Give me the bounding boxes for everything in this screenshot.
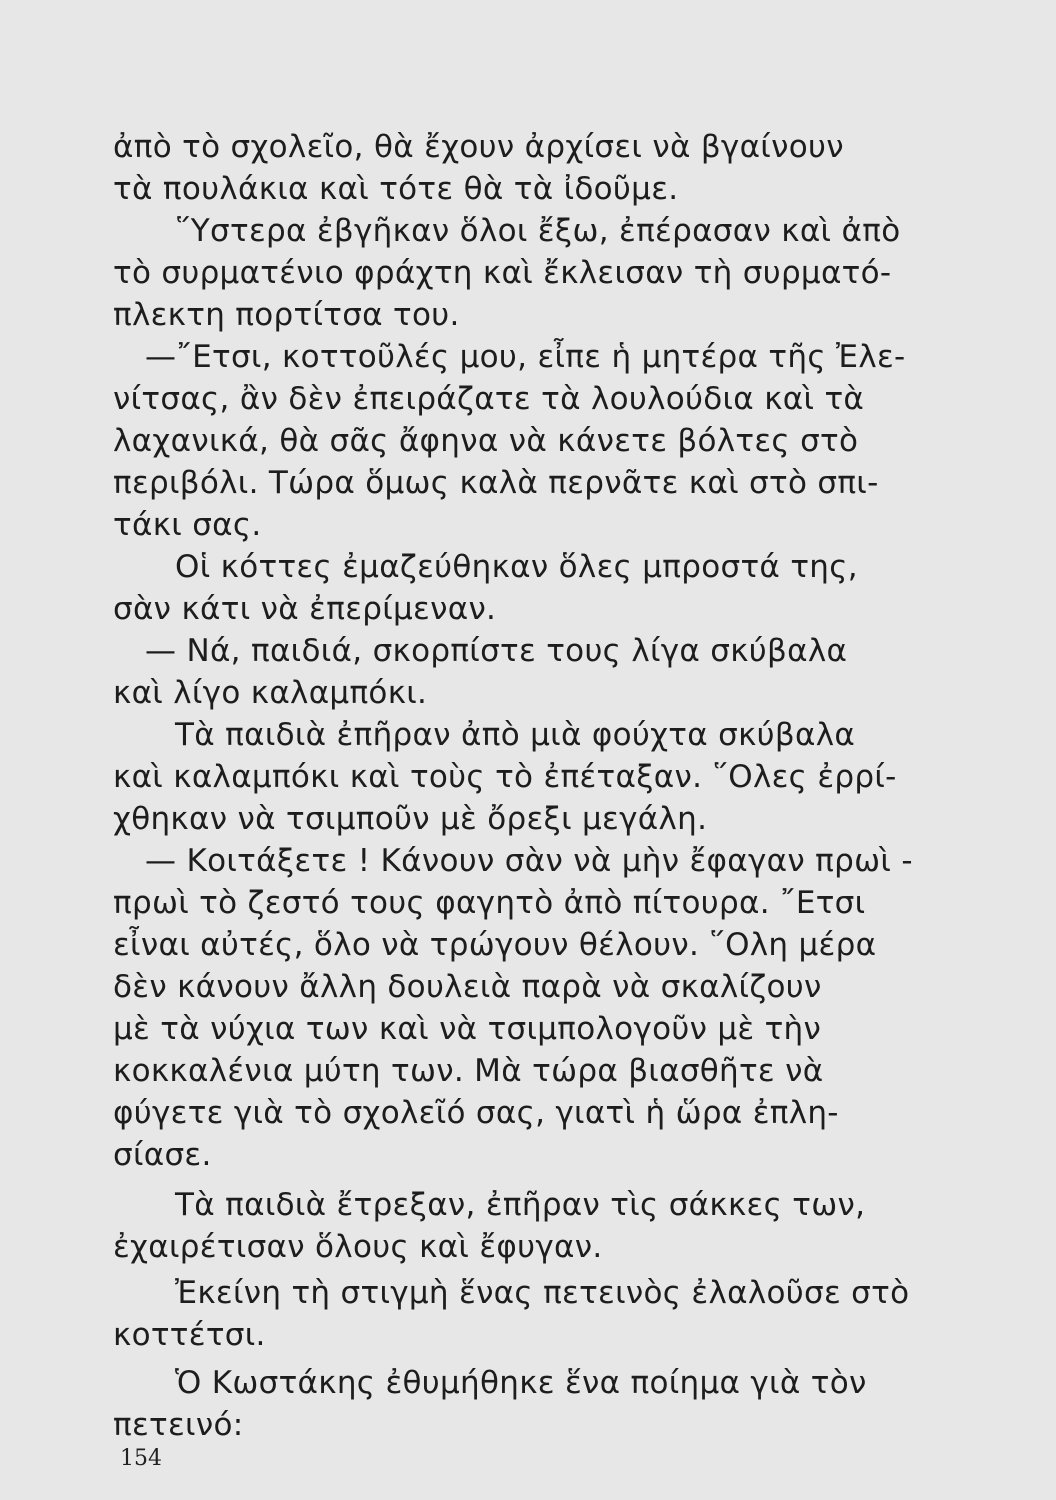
text-line: σίασε. <box>113 1137 212 1173</box>
text-line: Ἐκείνη τὴ στιγμὴ ἕνας πετεινὸς ἐλαλοῦσε στὸ <box>175 1275 910 1311</box>
text-line: μὲ τὰ νύχια των καὶ νὰ τσιμπολογοῦν μὲ τὴν <box>113 1011 822 1047</box>
text-line: περιβόλι. Τώρα ὅμως καλὰ περνᾶτε καὶ στὸ σπι- <box>113 465 879 501</box>
text-line: κοκκαλένια μύτη των. Μὰ τώρα βιασθῆτε νὰ <box>113 1053 824 1089</box>
text-line: σὰν κάτι νὰ ἐπερίμεναν. <box>113 591 497 627</box>
text-line: εἶναι αὐτές, ὅλο νὰ τρώγουν θέλουν. ῞Ολη μέρα <box>113 927 877 963</box>
text-line: κοττέτσι. <box>113 1317 266 1353</box>
text-line: πλεκτη πορτίτσα του. <box>113 297 460 333</box>
text-line: τὸ συρματένιο φράχτη καὶ ἔκλεισαν τὴ συρματό- <box>113 255 892 291</box>
text-line: πρωὶ τὸ ζεστό τους φαγητὸ ἀπὸ πίτουρα. ῎Ετσι <box>113 885 866 921</box>
text-line: ἐχαιρέτισαν ὅλους καὶ ἔφυγαν. <box>113 1229 603 1265</box>
text-line: πετεινό: <box>113 1407 244 1443</box>
text-line: δὲν κάνουν ἄλλη δουλειὰ παρὰ νὰ σκαλίζουν <box>113 969 822 1005</box>
text-line: χθηκαν νὰ τσιμποῦν μὲ ὄρεξι μεγάλη. <box>113 801 708 837</box>
text-line: τάκι σας. <box>113 507 262 543</box>
text-line: λαχανικά, θὰ σᾶς ἄφηνα νὰ κάνετε βόλτες στὸ <box>113 423 859 459</box>
text-line: ῞Υστερα ἐβγῆκαν ὅλοι ἔξω, ἐπέρασαν καὶ ἀπὸ <box>175 213 901 249</box>
text-line: Τὰ παιδιὰ ἐπῆραν ἀπὸ μιὰ φούχτα σκύβαλα <box>175 717 856 753</box>
text-line: Τὰ παιδιὰ ἔτρεξαν, ἐπῆραν τὶς σάκκες των, <box>175 1187 866 1223</box>
text-line: καὶ καλαμπόκι καὶ τοὺς τὸ ἐπέταξαν. ῞Ολες ἐρρί- <box>113 759 897 795</box>
text-line: — Κοιτάξετε ! Κάνουν σὰν νὰ μὴν ἔφαγαν πρωὶ - <box>145 843 913 879</box>
text-line: τὰ πουλάκια καὶ τότε θὰ τὰ ἰδοῦμε. <box>113 171 679 207</box>
text-line: ἀπὸ τὸ σχολεῖο, θὰ ἔχουν ἀρχίσει νὰ βγαίνουν <box>113 129 844 165</box>
text-line: Οἱ κόττες ἐμαζεύθηκαν ὅλες μπροστά της, <box>175 549 858 585</box>
text-line: φύγετε γιὰ τὸ σχολεῖό σας, γιατὶ ἡ ὥρα ἐπλη- <box>113 1095 839 1131</box>
text-line: — Νά, παιδιά, σκορπίστε τους λίγα σκύβαλα <box>145 633 848 669</box>
text-line: Ὁ Κωστάκης ἐθυμήθηκε ἕνα ποίημα γιὰ τὸν <box>175 1365 867 1401</box>
text-line: —῎Ετσι, κοττοῦλές μου, εἶπε ἡ μητέρα τῆς Ἐλε- <box>145 339 906 375</box>
text-line: καὶ λίγο καλαμπόκι. <box>113 675 428 711</box>
page-number: 154 <box>120 1446 162 1471</box>
text-line: νίτσας, ἂν δὲν ἐπειράζατε τὰ λουλούδια καὶ τὰ <box>113 381 865 417</box>
